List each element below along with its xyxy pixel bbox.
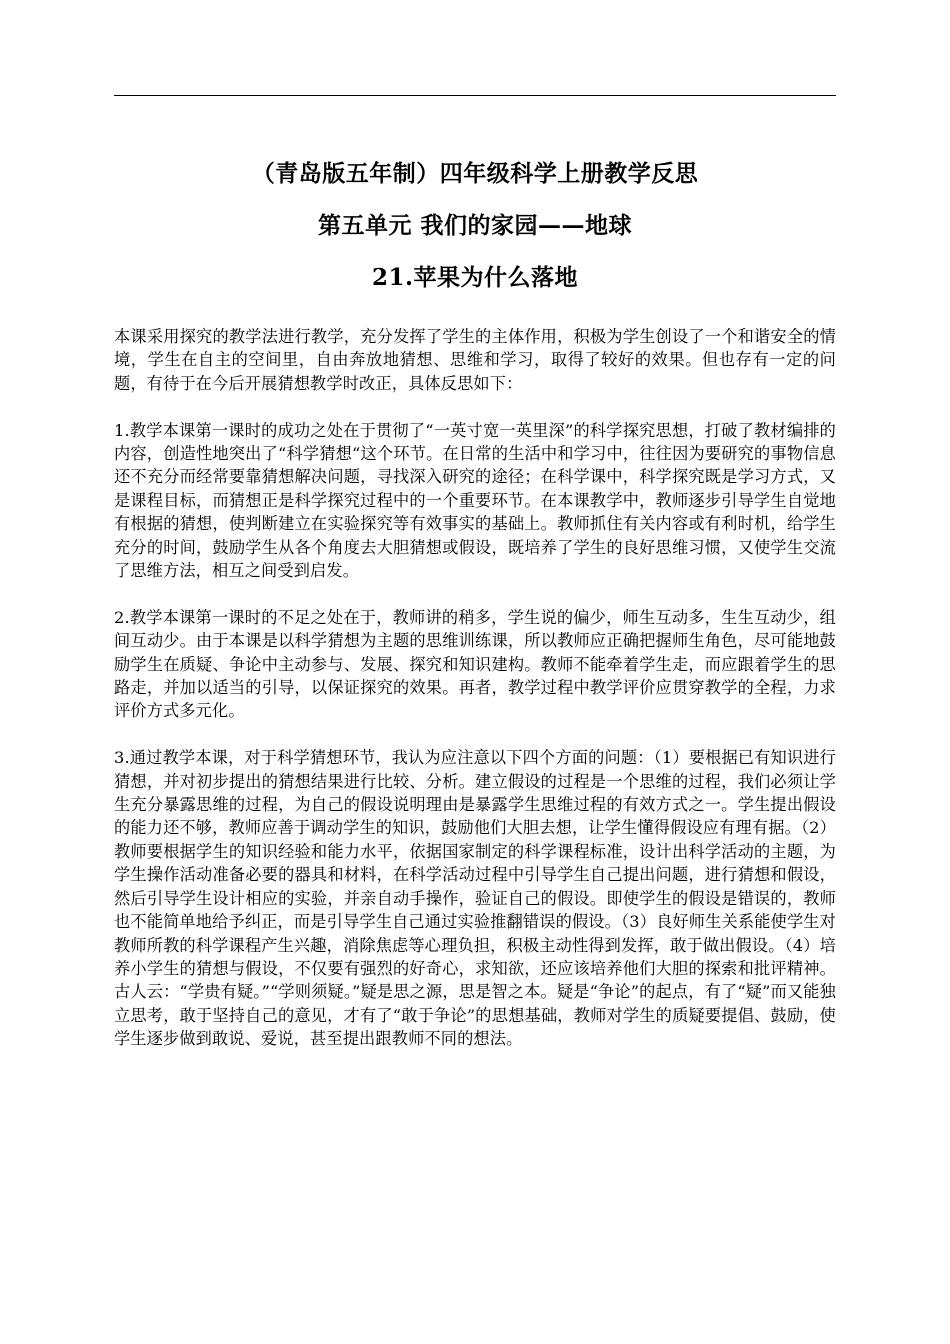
document-title: （青岛版五年制）四年级科学上册教学反思 [251, 160, 699, 187]
reflection-paragraph-2: 2.教学本课第一课时的不足之处在于，教师讲的稍多，学生说的偏少，师生互动多，生生互动少，组间互动少。由于本课是以科学猜想为主题的思维训练课，所以教师应正确把握师生角色，尽可能地鼓励学生在质疑、争论中主动参与、发展、探究和知识建构。教师不能牵着学生走，而应跟着学生的思路走，并加以适当的引导，以保证探究的效果。再者，教学过程中教学评价应贯穿教学的全程，力求评价方式多元化。 [114, 607, 836, 721]
lesson-title: 21.苹果为什么落地 [371, 264, 578, 291]
intro-paragraph: 本课采用探究的教学法进行教学，充分发挥了学生的主体作用，积极为学生创设了一个和谐安全的情境，学生在自主的空间里，自由奔放地猜想、思维和学习，取得了较好的效果。但也存有一定的问题，有待于在今后开展猜想教学时改正，具体反思如下： [114, 327, 836, 393]
header-rule [114, 95, 836, 96]
document-body [114, 325, 836, 1051]
reflection-paragraph-1: 1.教学本课第一课时的成功之处在于贯彻了“一英寸宽一英里深”的科学探究思想，打破了教材编排的内容，创造性地突出了“科学猜想“这个环节。在日常的生活中和学习中，往往因为要研究的事物信息还不充分而经常要靠猜想解决问题，寻找深入研究的途径；在科学课中，科学探究既是学习方式，又是课程目标，而猜想正是科学探究过程中的一个重要环节。在本课教学中，教师逐步引导学生自觉地有根据的猜想，使判断建立在实验探究等有效事实的基础上。教师抓住有关内容或有利时机，给学生充分的时间，鼓励学生从各个角度去大胆猜想或假设，既培养了学生的良好思维习惯，又使学生交流了思维方法，相互之间受到启发。 [114, 420, 836, 581]
title-block [114, 155, 836, 297]
unit-title: 第五单元 我们的家园——地球 [317, 212, 632, 239]
reflection-paragraph-3: 3.通过教学本课，对于科学猜想环节，我认为应注意以下四个方面的问题：（1）要根据已有知识进行猜想，并对初步提出的猜想结果进行比较、分析。建立假设的过程是一个思维的过程，我们必须让学生充分暴露思维的过程，为自己的假设说明理由是暴露学生思维过程的有效方式之一。学生提出假设的能力还不够，教师应善于调动学生的知识，鼓励他们大胆去想，让学生懂得假设应有理有据。（2）教师要根据学生的知识经验和能力水平，依据国家制定的科学课程标准，设计出科学活动的主题，为学生操作活动准备必要的器具和材料，在科学活动过程中引导学生自己提出问题，进行猜想和假设，然后引导学生设计相应的实验，并亲自动手操作，验证自己的假设。即使学生的假设是错误的，教师也不能简单地给予纠正，而是引导学生自己通过实验推翻错误的假设。（3）良好师生关系能使学生对教师所教的科学课程产生兴趣，消除焦虑等心理负担，积极主动性得到发挥，敢于做出假设。（4）培养小学生的猜想与假设，不仅要有强烈的好奇心，求知欲，还应该培养他们大胆的探索和批评精神。古人云：“学贵有疑。”“学则须疑。”疑是思之源，思是智之本。疑是“争论”的起点，有了“疑”而又能独立思考，敢于坚持自己的意见，才有了“敢于争论”的思想基础，教师对学生的质疑要提倡、鼓励，使学生逐步做到敢说、爱说，甚至提出跟教师不同的想法。 [114, 748, 836, 1049]
